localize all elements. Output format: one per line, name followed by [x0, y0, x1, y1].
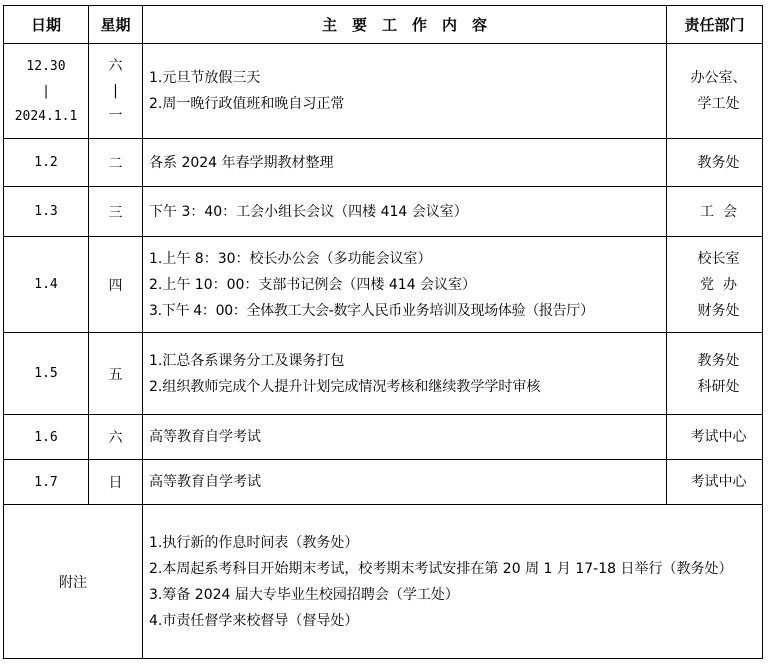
dept-text: 考试中心: [690, 429, 747, 445]
dept-text: 科研处: [697, 378, 740, 395]
dept-text: 学工处: [697, 96, 740, 112]
content-cell: [143, 237, 667, 333]
table-row: [4, 460, 763, 505]
content-item: 3.下午 4：00：全体教工大会-数字人民币业务培训及现场体验（报告厅）: [149, 302, 594, 319]
header-content: 主要工作内容: [143, 6, 667, 44]
content-item: 高等教育自学考试: [149, 429, 261, 445]
note-item: 3.筹备 2024 届大专毕业生校园招聘会（学工处）: [149, 586, 459, 603]
content-cell: [143, 460, 667, 505]
date-cell: 1.3: [4, 187, 89, 237]
table-row: [4, 44, 763, 139]
dept-cell: [667, 237, 763, 333]
dept-text: 党 办: [700, 276, 737, 293]
note-item: 4.市责任督学来校督导（督导处）: [149, 612, 359, 629]
table-row: [4, 333, 763, 415]
content-cell: [143, 44, 667, 139]
content-cell: [143, 139, 667, 187]
header-weekday: 星期: [89, 6, 143, 44]
content-item: 高等教育自学考试: [149, 474, 261, 490]
dept-text: 财务处: [697, 302, 740, 319]
dept-text: 校长室: [697, 250, 740, 267]
dept-cell: [667, 187, 763, 237]
weekday-cell: [89, 44, 143, 139]
date-cell: 1.6: [4, 415, 89, 460]
weekday-text: 一: [108, 107, 123, 124]
dept-text: 教务处: [697, 154, 740, 171]
date-cell: 1.4: [4, 237, 89, 333]
content-cell: [143, 187, 667, 237]
content-item: 1.元旦节放假三天: [149, 70, 261, 86]
table-row: [4, 237, 763, 333]
notes-label: 附注: [4, 505, 143, 659]
schedule-table: [3, 5, 763, 659]
dept-cell: [667, 415, 763, 460]
date-cell: 1.5: [4, 333, 89, 415]
weekday-text: 六: [108, 57, 123, 74]
content-cell: [143, 415, 667, 460]
table-row: [4, 415, 763, 460]
header-dept: 责任部门: [667, 6, 763, 44]
content-item: 下午 3：40：工会小组长会议（四楼 414 会议室）: [149, 203, 468, 220]
date-separator: |: [42, 83, 50, 99]
dept-text: 考试中心: [690, 474, 747, 490]
weekday-cell: 日: [89, 460, 143, 505]
dept-cell: [667, 333, 763, 415]
weekday-cell: 三: [89, 187, 143, 237]
dept-cell: [667, 44, 763, 139]
note-item: 1.执行新的作息时间表（教务处）: [149, 534, 359, 551]
weekday-cell: 六: [89, 415, 143, 460]
content-item: 2.组织教师完成个人提升计划完成情况考核和继续教学学时审核: [149, 378, 541, 395]
note-item: 2.本周起系考科目开始期末考试，校考期末考试安排在第 20 周 1 月 17-18 日举行（教务处）: [149, 560, 733, 577]
table-row: [4, 139, 763, 187]
content-item: 各系 2024 年春学期教材整理: [149, 154, 334, 171]
schedule-sheet: [3, 5, 762, 659]
dept-cell: [667, 460, 763, 505]
notes-content-cell: [143, 505, 763, 659]
dept-cell: [667, 139, 763, 187]
date-text: 2024.1.1: [14, 108, 78, 124]
header-row: [4, 6, 763, 44]
content-item: 1.上午 8：30：校长办公会（多功能会议室）: [149, 250, 432, 267]
date-cell: [4, 44, 89, 139]
table-row: [4, 187, 763, 237]
notes-row: [4, 505, 763, 659]
dept-text: 教务处: [697, 352, 740, 369]
weekday-separator: |: [113, 82, 118, 99]
content-item: 2.上午 10：00：支部书记例会（四楼 414 会议室）: [149, 276, 477, 293]
content-cell: [143, 333, 667, 415]
date-cell: 1.7: [4, 460, 89, 505]
date-cell: 1.2: [4, 139, 89, 187]
weekday-cell: 二: [89, 139, 143, 187]
content-item: 1.汇总各系课务分工及课务打包: [149, 352, 345, 369]
weekday-cell: 四: [89, 237, 143, 333]
content-item: 2.周一晚行政值班和晚自习正常: [149, 96, 345, 112]
dept-text: 工 会: [700, 203, 737, 220]
dept-text: 办公室、: [690, 70, 747, 86]
weekday-cell: 五: [89, 333, 143, 415]
date-text: 12.30: [26, 58, 66, 74]
header-date: 日期: [4, 6, 89, 44]
